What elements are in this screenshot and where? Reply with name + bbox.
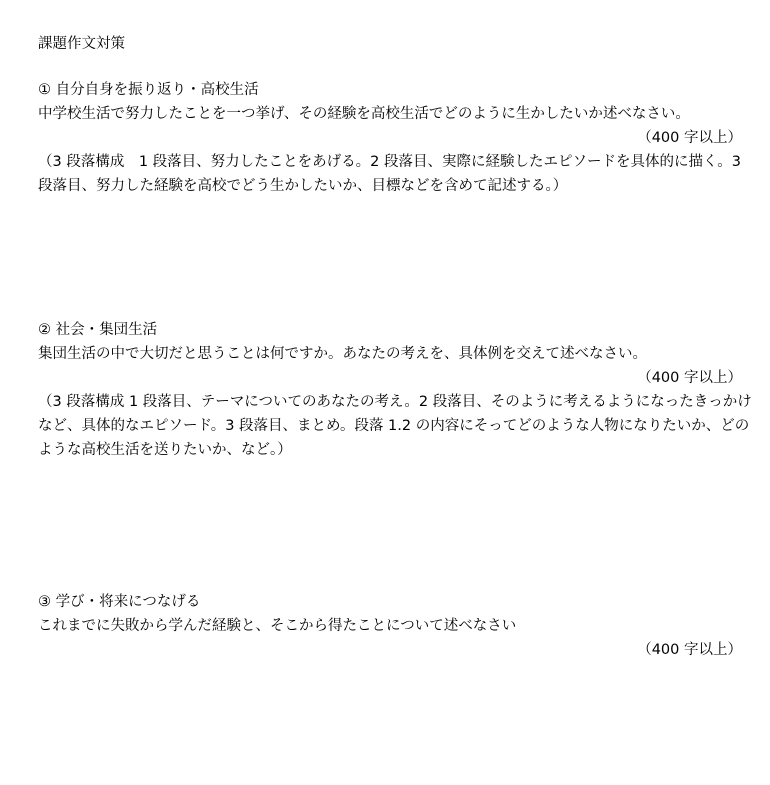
question-heading: ③ 学び・将来につなげる [38, 594, 201, 610]
document-title: 課題作文対策 [38, 36, 125, 52]
length-requirement: （400 字以上） [637, 642, 742, 658]
document [38, 32, 758, 662]
length-requirement: （400 字以上） [637, 130, 742, 146]
question-2 [38, 318, 758, 462]
question-prompt: これまでに失敗から学んだ経験と、そこから得たことについて述べなさい [38, 618, 517, 634]
question-prompt: 中学校生活で努力したことを一つ挙げ、その経験を高校生活でどのように生かしたいか述べなさい。 [38, 106, 690, 122]
structure-note: （3 段落構成 1 段落目、テーマについてのあなたの考え。2 段落目、そのように考えるようになったきっかけなど、具体的なエピソード。3 段落目、まとめ。段落 1.2 の内容にそってどのような人物になりたいか、どのような高校生活を送りたいか、など。） [38, 394, 752, 458]
question-heading: ① 自分自身を振り返り・高校生活 [38, 82, 259, 98]
question-3 [38, 590, 758, 662]
structure-note: （3 段落構成 1 段落目、努力したことをあげる。2 段落目、実際に経験したエピソードを具体的に描く。3 段落目、努力した経験を高校でどう生かしたいか、目標などを含めて記述する。） [38, 154, 741, 194]
question-1 [38, 78, 758, 198]
length-requirement: （400 字以上） [637, 370, 742, 386]
question-heading: ② 社会・集団生活 [38, 322, 158, 338]
question-prompt: 集団生活の中で大切だと思うことは何ですか。あなたの考えを、具体例を交えて述べなさい。 [38, 346, 647, 362]
